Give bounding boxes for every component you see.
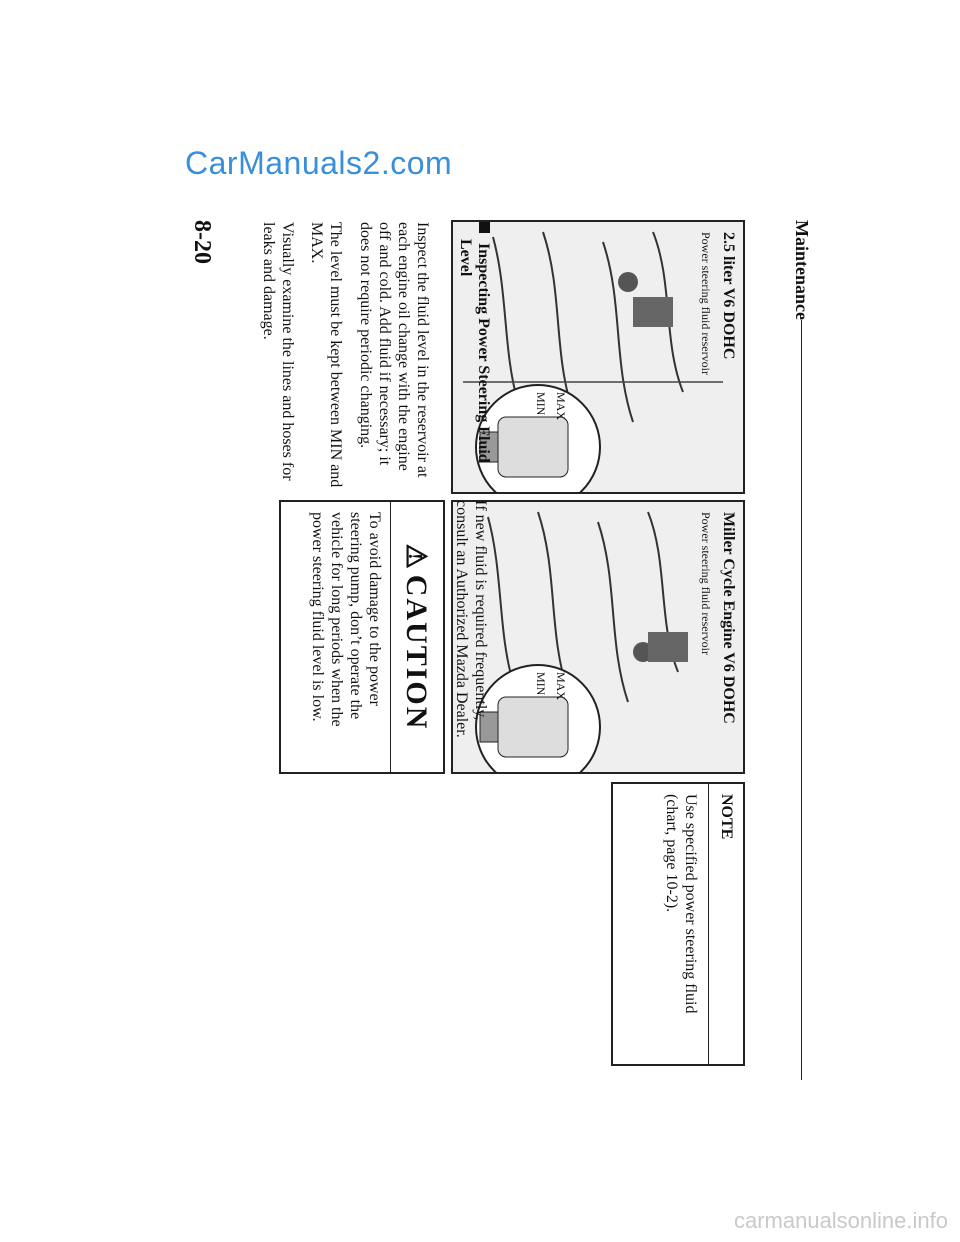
figure-2-5-liter: [451, 220, 745, 494]
reservoir-label: Power steering fluid reservoir: [699, 512, 713, 655]
watermark-top: CarManuals2.com: [185, 145, 453, 181]
text-line: If new fluid is required frequently,: [472, 500, 489, 721]
caution-box: [279, 500, 445, 774]
reservoir-label: Power steering fluid reservoir: [699, 232, 713, 375]
text-line: power steering fluid level is low.: [309, 512, 326, 722]
min-label: MIN: [534, 392, 548, 416]
figure-miller-cycle: [451, 500, 745, 774]
paragraph-level: [307, 222, 345, 487]
figure-title: 2.5 liter V6 DOHC: [720, 232, 737, 360]
text-line: steering pump, don’t operate the: [347, 512, 364, 720]
page-number: 8-20: [189, 220, 215, 264]
text-line: The level must be kept between MIN and: [327, 222, 344, 488]
text-line: To avoid damage to the power: [366, 512, 383, 706]
text-line: consult an Authorized Mazda Dealer.: [453, 500, 470, 738]
figure-title: Miller Cycle Engine V6 DOHC: [720, 512, 737, 724]
text-line: off and cold. Add fluid if necessary; it: [376, 222, 393, 466]
text-line: Visually examine the lines and hoses for: [279, 222, 296, 481]
warning-triangle-icon: ⚠: [400, 543, 431, 571]
text-line: Use specified power steering fluid: [682, 794, 699, 1014]
note-box: [611, 782, 745, 1066]
note-body: [654, 784, 708, 1064]
max-label: MAX: [554, 392, 568, 421]
heading-line2: Level: [457, 239, 474, 277]
section-title: Maintenance: [792, 220, 812, 320]
square-bullet-icon: [479, 222, 490, 233]
note-title: NOTE: [718, 794, 735, 840]
text-line: does not require periodic changing.: [357, 222, 374, 449]
text-line: leaks and damage.: [260, 222, 277, 340]
header-rule: [801, 320, 802, 1080]
caution-body: [302, 502, 390, 772]
min-label: MIN: [534, 672, 548, 696]
heading-line1: Inspecting Power Steering Fluid: [475, 243, 492, 463]
paragraph-hoses: [259, 222, 297, 481]
caution-title: CAUTION: [400, 574, 433, 731]
caution-heading: [399, 502, 433, 772]
section-heading: [456, 222, 492, 463]
text-line: Inspect the fluid level in the reservoir at: [414, 222, 431, 478]
paragraph-inspect: [356, 222, 432, 477]
max-label: MAX: [554, 672, 568, 701]
text-line: (chart, page 10-2).: [663, 794, 680, 913]
text-line: each engine oil change with the engine: [395, 222, 412, 471]
text-line: vehicle for long periods when the: [328, 512, 345, 727]
dealer-text: [452, 500, 490, 738]
watermark-bottom: carmanualsonline.info: [733, 1208, 948, 1233]
caution-divider: [390, 502, 391, 772]
note-divider: [708, 784, 709, 1064]
text-line: MAX.: [308, 222, 325, 264]
